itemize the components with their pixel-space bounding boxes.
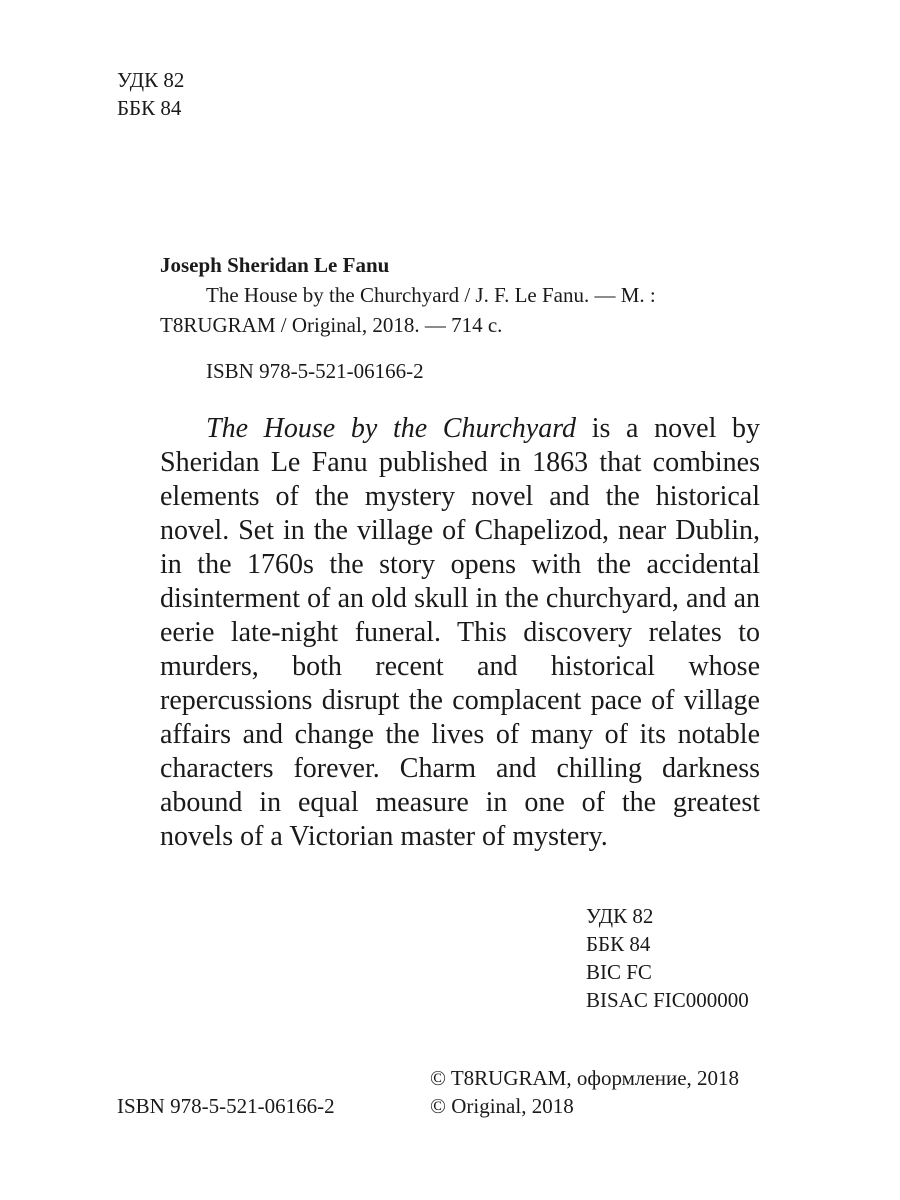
book-title-italic: The House by the Churchyard [206, 413, 577, 444]
annotation-paragraph [160, 412, 760, 854]
right-classification [586, 902, 749, 1014]
bibliographic-record [160, 250, 760, 340]
bottom-isbn: ISBN 978-5-521-06166-2 [117, 1094, 335, 1118]
bbk-code: ББК 84 [117, 96, 182, 120]
bbk-code-right: ББК 84 [586, 932, 651, 956]
bic-code: BIC FC [586, 960, 652, 984]
copyright-block [430, 1064, 739, 1120]
author-name: Joseph Sheridan Le Fanu [160, 253, 390, 277]
title-line: The House by the Churchyard / J. F. Le Fanu. — M. : [206, 283, 656, 307]
annotation-text: is a novel by Sheridan Le Fanu published in 1863 that combines elements of the mystery novel and the historical novel. Set in the village of Chapelizod, near Dublin, in the 1760s the story opens with the accidental disinterment of an old skull in the churchyard, and an eerie late-night funeral. This discovery relates to murders, both recent and historical whose repercussions disrupt the complacent pace of village affairs and change the lives of many of its notable characters forever. Charm and chilling darkness abound in equal measure in one of the greatest novels of a Victorian master of mystery. [160, 413, 760, 852]
copyright-original: © Original, 2018 [430, 1094, 574, 1118]
bisac-code: BISAC FIC000000 [586, 988, 749, 1012]
isbn-record: ISBN 978-5-521-06166-2 [206, 359, 424, 383]
bibliographic-reference [160, 280, 760, 340]
top-classification [117, 66, 184, 122]
udk-code-right: УДК 82 [586, 904, 654, 928]
udk-code: УДК 82 [117, 68, 185, 92]
copyright-design: © T8RUGRAM, оформление, 2018 [430, 1066, 740, 1090]
publisher-line: T8RUGRAM / Original, 2018. — 714 c. [160, 313, 503, 337]
